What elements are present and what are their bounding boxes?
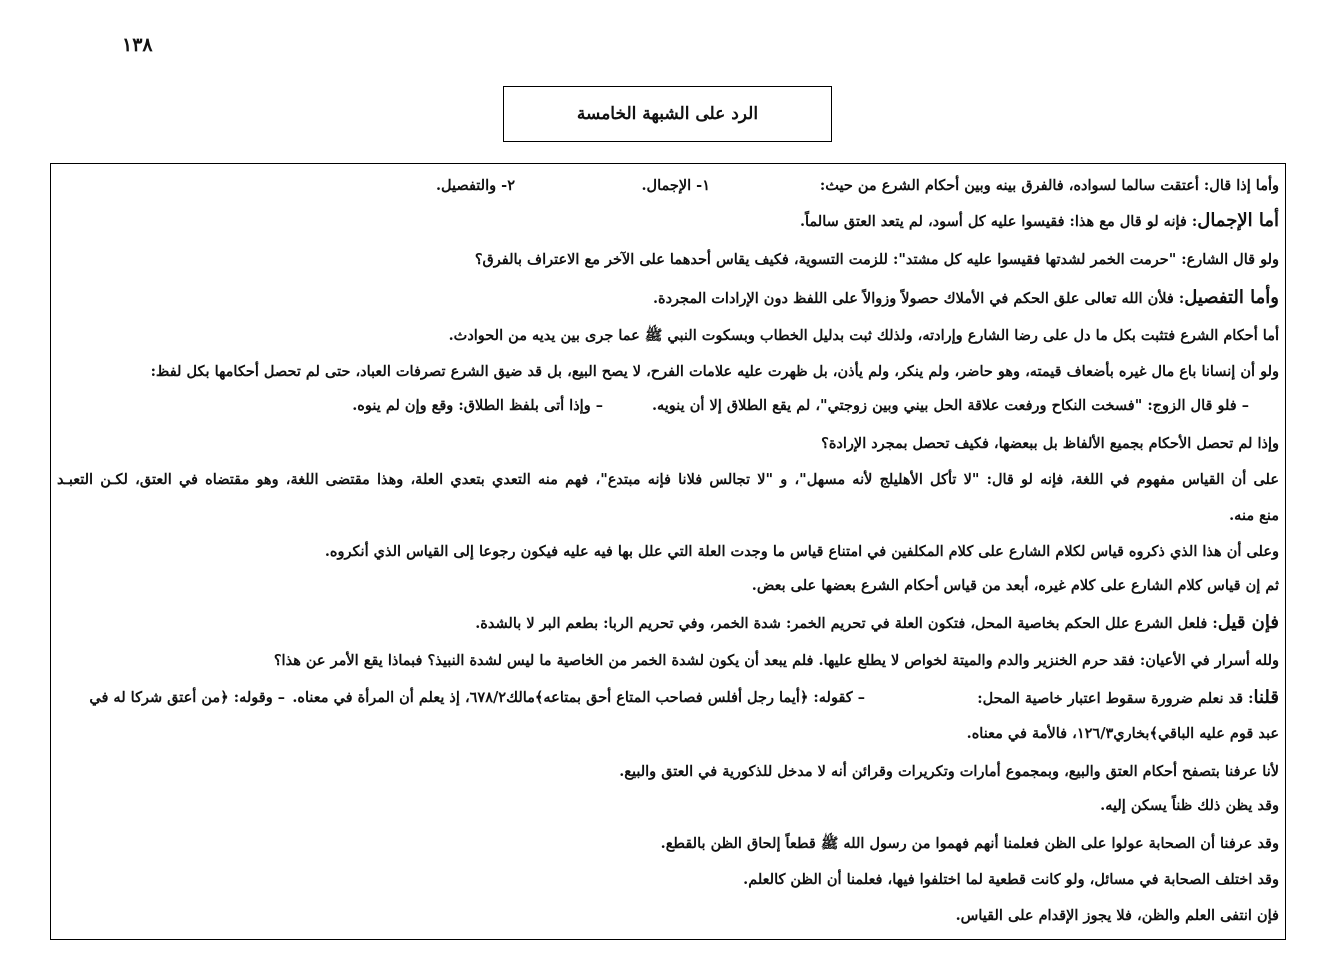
- text-line-9: على أن القياس مفهوم في اللغة، فإنه لو قال: "لا تأكل الأهليلج لأنه مسهل"، و "لا تجالس فلانا فإنه مبتدع"، فهم منه التعدي بتعدي العلة، وهذا مقتضى اللغة، وهو مقتضاه في العتق، لكـن التعبـد: [57, 471, 1279, 488]
- heading-tafsil: وأما التفصيل: [1184, 287, 1279, 308]
- text-line-21: فإن انتفى العلم والظن، فلا يجوز الإقدام على القياس.: [955, 907, 1279, 924]
- text-line-15b: – كقوله: ﴿أيما رجل أفلس فصاحب المتاع أحق بمتاعه﴾مالك٦٧٨/٢، إذ يعلم أن المرأة في معناه.: [292, 689, 865, 706]
- text-line-7b: – وإذا أتى بلفظ الطلاق: وقع وإن لم ينوه.: [352, 397, 603, 414]
- text-line-8: وإذا لم تحصل الأحكام بجميع الألفاظ بل ببعضها، فكيف تحصل بمجرد الإرادة؟: [821, 435, 1279, 452]
- line-4-text: : فلأن الله تعالى علق الحكم في الأملاك حصولاً وزوالاً على اللفظ دون الإرادات المجردة.: [652, 290, 1185, 307]
- text-line-6: ولو أن إنسانا باع مال غيره بأضعاف قيمته، وهو حاضر، ولم ينكر، ولم يأذن، بل ظهرت عليه علامات الفرح، لا يصح البيع، بل قد ضيق الشرع تصرفات العباد، حتى لم تحصل أحكامها بكل لفظ:: [150, 363, 1279, 380]
- text-line-17: لأنا عرفنا بتصفح أحكام العتق والبيع، وبمجموع أمارات وتكريرات وقرائن أنه لا مدخل للذكورية في العتق والبيع.: [619, 763, 1279, 780]
- text-line-14: ولله أسرار في الأعيان: فقد حرم الخنزير والدم والميتة لخواص لا يطلع عليها. فلم يبعد أن يكون لشدة الخمر من الخاصية ما ليس لشدة النبيذ؟ فبماذا يقع الأمر عن هذا؟: [273, 652, 1279, 669]
- page-number: ١٣٨: [122, 34, 153, 56]
- text-line-18: وقد يظن ذلك ظناً يسكن إليه.: [1100, 797, 1279, 814]
- content-box: [50, 163, 1286, 940]
- section-title: الرد على الشبهة الخامسة: [576, 104, 759, 124]
- text-line-19: وقد عرفنا أن الصحابة عولوا على الظن فعلمنا أنهم فهموا من رسول الله ﷺ قطعاً إلحاق الظن بالقطع.: [660, 835, 1279, 852]
- text-line-3: ولو قال الشارع: "حرمت الخمر لشدتها فقيسوا عليه كل مشتد": للزمت التسوية، فكيف يقاس أحدهما على الآخر مع الاعتراف بالفرق؟: [474, 251, 1279, 268]
- text-line-2: [57, 209, 1279, 234]
- text-line-4: [57, 286, 1279, 311]
- heading-fa-in-qila: فإن قيل: [1217, 612, 1279, 633]
- text-line-7a: – فلو قال الزوج: "فسخت النكاح ورفعت علاقة الحل بيني وبين زوجتي"، لم يقع الطلاق إلا أن ينويه.: [651, 397, 1249, 414]
- text-line-13: [57, 611, 1279, 636]
- point-2: ٢- والتفصيل.: [435, 177, 515, 194]
- heading-ijmal: أما الإجمال: [1197, 210, 1279, 231]
- line-13-text: : فلعل الشرع علل الحكم بخاصية المحل، فتكون العلة في تحريم الخمر: شدة الخمر، وفي تحريم الربا: بطعم البر لا بالشدة.: [475, 615, 1218, 632]
- line-15-text: : قد نعلم ضرورة سقوط اعتبار خاصية المحل:: [977, 690, 1254, 707]
- text-line-20: وقد اختلف الصحابة في مسائل، ولو كانت قطعية لما اختلفوا فيها، فعلمنا أن الظن كالعلم.: [743, 871, 1279, 888]
- text-line-15c: – وقوله: ﴿من أعتق شركا له في: [89, 689, 285, 706]
- text-line-10: منع منه.: [1229, 507, 1279, 524]
- line-2-text: : فإنه لو قال مع هذا: فقيسوا عليه كل أسود، لم يتعد العتق سالماً.: [799, 213, 1198, 230]
- point-1: ١- الإجمال.: [641, 177, 710, 194]
- text-line-5: أما أحكام الشرع فتثبت بكل ما دل على رضا الشارع وإرادته، ولذلك ثبت بدليل الخطاب وبسكوت النبي ﷺ عما جرى بين يديه من الحوادث.: [448, 327, 1279, 344]
- intro-sentence: وأما إذا قال: أعتقت سالما لسواده، فالفرق بينه وبين أحكام الشرع من حيث:: [819, 177, 1279, 194]
- text-line-16: عبد قوم عليه الباقي﴾بخاري١٢٦/٣، فالأمة في معناه.: [966, 725, 1279, 742]
- section-title-box: [503, 86, 832, 142]
- text-line-12: ثم إن قياس كلام الشارع على كلام غيره، أبعد من قياس أحكام الشرع بعضها على بعض.: [751, 577, 1279, 594]
- text-line-11: وعلى أن هذا الذي ذكروه قياس لكلام الشارع على كلام المكلفين في امتناع قياس ما وجدت العلة التي علل بها فيه عليه فيكون رجوعا إلى القياس الذي أنكروه.: [324, 543, 1279, 560]
- heading-qulna: قلنا: [1253, 687, 1279, 708]
